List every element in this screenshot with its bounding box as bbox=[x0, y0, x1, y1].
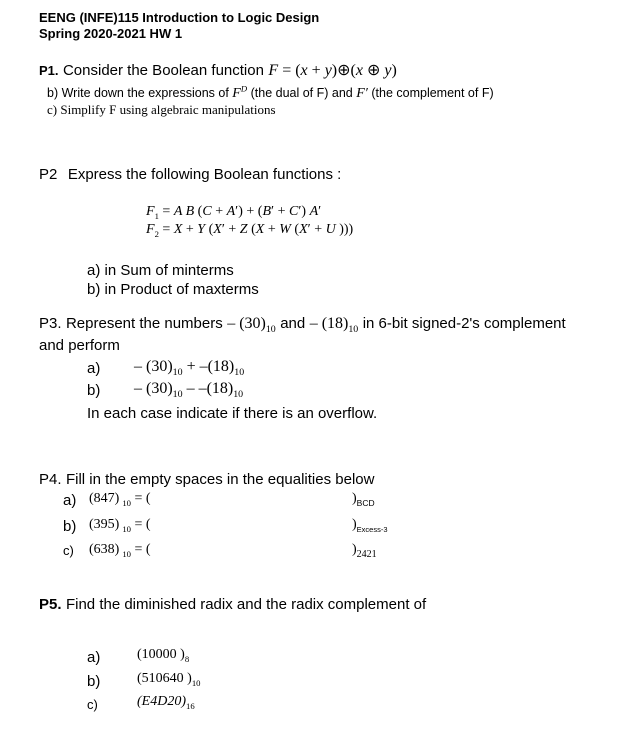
p3-part-b-expr: – $(30)_{10} - -(18)_{10}$ bbox=[134, 380, 244, 401]
p4-c-base: 2421 bbox=[356, 548, 377, 560]
p1-b-mid: (the dual of F) and bbox=[250, 86, 353, 100]
p5-b-expr bbox=[137, 671, 201, 687]
p1-complement-symbol: F′ bbox=[356, 86, 368, 101]
p5-a-expr bbox=[137, 647, 189, 663]
p2-heading bbox=[39, 166, 341, 184]
p5-label: P5. bbox=[39, 596, 62, 613]
p1-dual-symbol: $F^D$ bbox=[232, 83, 248, 101]
p4-c-value: (638) bbox=[89, 542, 120, 557]
p4-c-label: c) bbox=[63, 543, 74, 558]
p1-function: F = (x + y)⊕(x ⊕ y) bbox=[268, 62, 397, 79]
p3-part-a-label: a) bbox=[87, 360, 101, 377]
p4-label: P4. bbox=[39, 471, 62, 488]
p4-b-base: Excess-3 bbox=[356, 524, 388, 534]
p3-text-c: and perform bbox=[39, 337, 120, 354]
p1-text: Consider the Boolean function bbox=[62, 62, 264, 79]
p2-eq-f2: $F_2 = X + Y$ (X′ + Z (X + W (X′ + U ))) bbox=[146, 222, 354, 239]
p4-a-value: (847) bbox=[89, 491, 120, 506]
p5-b-label: b) bbox=[87, 673, 101, 690]
doc-title: EENG (INFE)115 Introduction to Logic Design bbox=[39, 10, 320, 25]
p5-heading bbox=[39, 596, 426, 614]
p4-b-rhs: )$_{Excess-3}$ bbox=[352, 517, 388, 534]
p3-note: In each case indicate if there is an overflow. bbox=[87, 405, 378, 422]
p3-label: P3. bbox=[39, 315, 62, 332]
p2-part-a: a) in Sum of minterms bbox=[87, 262, 234, 279]
p5-c-value: (E4D20) bbox=[137, 694, 186, 709]
p4-b-expr: (395) $_{10}$ = ( bbox=[89, 517, 151, 534]
p4-b-label: b) bbox=[63, 518, 77, 535]
p3-heading bbox=[39, 315, 566, 336]
p4-heading bbox=[39, 471, 374, 489]
p3-and: and bbox=[280, 315, 306, 332]
p5-a-value: (10000 ) bbox=[137, 647, 185, 662]
p1-heading bbox=[39, 60, 397, 80]
p3-part-b-label: b) bbox=[87, 382, 101, 399]
p4-c-expr: (638) $_{10}$ = ( bbox=[89, 542, 151, 559]
p3-part-a-expr: – $(30)_{10} + -(18)_{10}$ bbox=[134, 358, 245, 379]
p5-a-base: 8 bbox=[184, 653, 190, 664]
p4-c-rhs: )$_{2421}$ bbox=[352, 542, 377, 560]
p4-a-label: a) bbox=[63, 492, 77, 509]
doc-subtitle: Spring 2020-2021 HW 1 bbox=[39, 26, 183, 41]
p3-num2: – $(18)_{10}$ bbox=[309, 315, 359, 336]
p4-a-rhs: )$_{BCD}$ bbox=[352, 491, 375, 508]
p4-b-value: (395) bbox=[89, 517, 120, 532]
p3-text-b: in 6-bit signed-2's complement bbox=[362, 315, 566, 332]
p3-text-a: Represent the numbers bbox=[65, 315, 223, 332]
p2-text: Express the following Boolean functions : bbox=[67, 166, 342, 183]
p1-part-c: c) Simplify F using algebraic manipulations bbox=[47, 102, 276, 117]
p2-eq-f1: $F_1 = A$ B (C + A′) + (B′ + C′) A′ bbox=[146, 204, 322, 221]
p2-part-b: b) in Product of maxterms bbox=[87, 281, 259, 298]
p1-part-b bbox=[47, 83, 494, 102]
p5-c-label: c) bbox=[87, 697, 98, 712]
p3-num1: – $(30)_{10}$ bbox=[227, 315, 276, 336]
p1-b-text: b) Write down the expressions of bbox=[47, 86, 229, 100]
p5-text: Find the diminished radix and the radix complement of bbox=[65, 596, 427, 613]
p2-label: P2 bbox=[39, 166, 58, 183]
p4-text: Fill in the empty spaces in the equalities below bbox=[65, 471, 375, 488]
p5-b-value: (510640 ) bbox=[137, 671, 192, 686]
p1-b-end: (the complement of F) bbox=[371, 86, 494, 100]
p5-c-base: 16 bbox=[186, 700, 195, 711]
p5-b-base: 10 bbox=[191, 677, 201, 688]
p5-c-expr bbox=[137, 694, 195, 710]
p4-a-base: BCD bbox=[356, 497, 375, 508]
p5-a-label: a) bbox=[87, 649, 101, 666]
p4-a-expr: (847) $_{10}$ = ( bbox=[89, 491, 151, 508]
p1-label: P1. bbox=[39, 63, 59, 78]
